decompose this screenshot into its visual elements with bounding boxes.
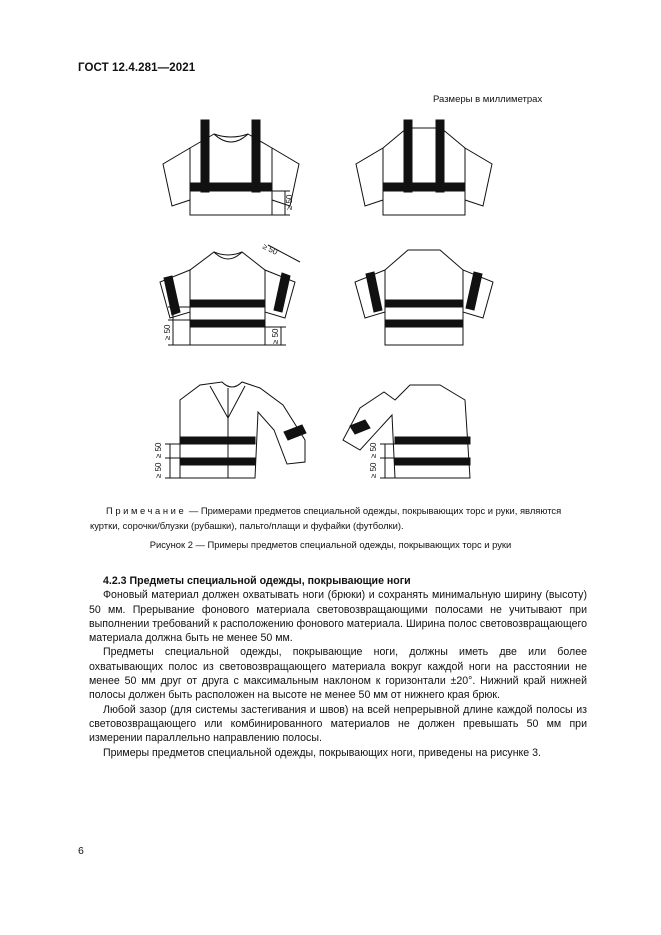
dim-label-jacket1-b: ≥ 50 <box>154 462 163 478</box>
dim-label-jacket2-b: ≥ 50 <box>369 462 378 478</box>
dim-label-shirt1: ≥ 50 <box>285 194 294 210</box>
garment-tshirt-back-1 <box>356 120 492 215</box>
figure-note <box>90 503 590 533</box>
page-number: 6 <box>78 845 84 857</box>
paragraph-3: Любой зазор (для системы застегивания и швов) на всей непрерывной длине каждой полосы из световозвращающего или комбинированного материалов не должен превышать 50 мм при измерении параллельно направлению полосы. <box>89 703 587 745</box>
dim-label-shirt3-right: ≥ 50 <box>271 328 280 344</box>
paragraph-4: Примеры предметов специальной одежды, покрывающих ноги, приведены на рисунке 3. <box>103 746 541 759</box>
section-heading: 4.2.3 Предметы специальной одежды, покрывающие ноги <box>103 575 411 587</box>
garment-jacket-front <box>165 382 306 478</box>
garment-tshirt-front-1 <box>163 120 299 215</box>
note-text: — Примерами предметов специальной одежды, покрывающих торс и руки, являются куртки, сорочки/блузки (рубашки), пальто/плащи и фуфайки (футболки). <box>90 505 562 531</box>
dim-label-jacket1-a: ≥ 50 <box>154 442 163 458</box>
dim-label-shirt3-angle: ≥ 50 <box>261 241 280 257</box>
note-lead: Примечание <box>106 505 187 516</box>
paragraph-1: Фоновый материал должен охватывать ноги (брюки) и сохранять минимальную ширину (высоту) 50 мм. Прерывание фонового материала световозвращающими полосами не учитывают при выполнении требований к расположению фонового материала. Ширина полос световозвращающего материала должна быть не менее 50 мм. <box>89 589 587 645</box>
garment-jacket-back <box>343 385 470 478</box>
garment-tshirt-back-2 <box>355 250 493 345</box>
units-label: Размеры в миллиметрах <box>433 94 543 105</box>
section-body <box>89 574 587 760</box>
dim-label-shirt3-left: ≥ 50 <box>163 324 172 340</box>
document-header: ГОСТ 12.4.281—2021 <box>78 62 196 74</box>
figure-caption: Рисунок 2 — Примеры предметов специальной одежды, покрывающих торс и руки <box>149 539 512 550</box>
paragraph-2: Предметы специальной одежды, покрывающие ноги, должны иметь две или более охватывающих полос из световозвращающего материала вокруг каждой ноги на расстоянии не менее 50 мм друг от друга с максимальным наклоном к горизонтали ±20°. Нижний край нижней полосы должен быть расположен на высоте не менее 50 мм от нижнего края брюк. <box>89 646 587 702</box>
dim-label-jacket2-a: ≥ 50 <box>369 442 378 458</box>
